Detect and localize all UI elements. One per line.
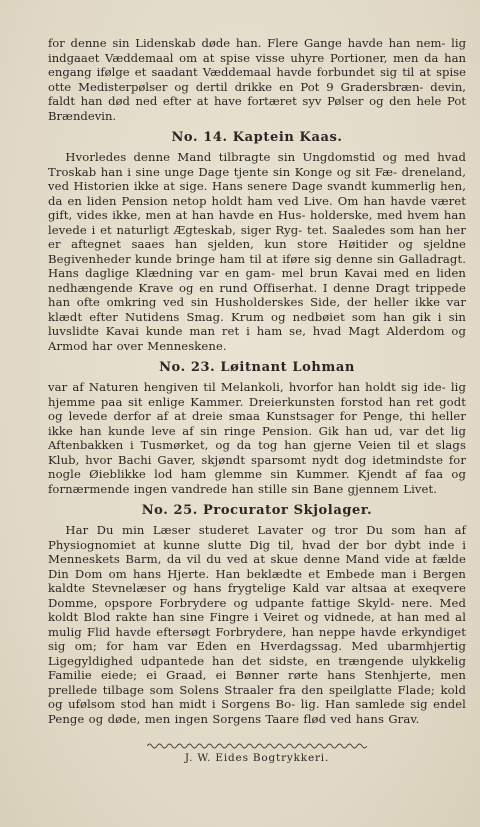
text-line: Bane gjennem Livet.	[313, 481, 438, 496]
text-line: Husholderskes Side, der heller ikke var klædt efter Nutidens Smag.	[48, 295, 466, 324]
text-line: godt og levede derfor af at dreie smaa Kunstsager for Penge, thi	[48, 394, 466, 423]
text-line: hans Stenhjerte, men prellede tilbage som Solens Straaler fra den	[48, 668, 466, 697]
text-line: hvad Troskab han i sine unge Dage tjente sin Konge og sit Fæ-	[48, 150, 466, 179]
text-line: Offiserhat. I denne Dragt trippede han ofte omkring ved sin	[48, 280, 466, 309]
text-line: i Menneskets Barm, da vil du ved at skue denne Mand vide at	[48, 537, 466, 566]
text-line: at han med al mulig Flid havde eftersøgt Forbrydere, han neppe	[48, 610, 466, 639]
text-line: til et slags Klub, hvor Bachi Gaver, skjøndt sparsomt nydt dog	[48, 438, 466, 467]
text-line: Kjendt af faa og fornærmende ingen vandrede han stille sin	[48, 467, 466, 496]
text-line: kummerlig hen, da en liden Pension netop holdt ham ved Live.	[48, 179, 466, 208]
text-line: da han engang ifølge et saadant Væddemaal havde forbundet sig	[48, 50, 466, 79]
text-line: til at spise otte Medisterpølser og dertil drikke en Pot 9 Gradersbræn-	[48, 65, 466, 94]
text-line: i Bergen kaldte Stevnelæser og hans frygtelige Kald var altsaa	[48, 566, 466, 595]
section-heading-lohman: No. 23. Løitnant Lohman	[159, 360, 355, 375]
text-line: speilglatte Flade; kold og ufølsom stod han midt i Sorgens Bo-	[48, 682, 466, 711]
text-line: i ham se, hvad Magt Alderdom og Armod har over Menneskene.	[48, 324, 466, 353]
text-line: store Høitider og sjeldne Begivenheder kunde bringe ham til at	[48, 237, 466, 266]
text-line: Med ubarmhjertig Ligegyldighed udpantede han det sidste, en	[48, 639, 467, 668]
text-line: den hele Pot Brændevin.	[48, 94, 466, 123]
text-line: fælde Din Dom om hans Hjerte. Han beklædte et Embede man	[48, 552, 466, 581]
text-line: lig hjemme paa sit enlige Kammer. Dreierkunsten forstod han ret	[48, 380, 466, 409]
section-paragraph-lohman	[48, 380, 466, 496]
text-line: dreneland, ved Historien ikke at sige. Hans senere Dage svandt	[48, 164, 466, 193]
section-paragraph-kaas	[48, 150, 466, 353]
text-line: Taare flød ved hans Grav.	[265, 711, 420, 726]
text-line: mel brun Kavai med en liden nedhængende Krave og en rund	[48, 266, 466, 295]
text-line: var det lig Aftenbakken i Tusmørket, og da tog han gjerne Veien	[48, 423, 466, 452]
text-line: Krum og nedbøiet som han gik i sin luvslidte Kavai kunde man ret	[48, 309, 467, 338]
text-line: heller ikke han kunde leve af sin ringe Pension. Gik han ud,	[48, 409, 466, 438]
text-line: var af Naturen hengiven til Melankoli, hvorfor han holdt sig ide-	[48, 380, 446, 394]
text-line: trængende ulykkelig Familie eiede; ei Graad, ei Bønner rørte	[48, 653, 466, 682]
text-line: idetmindste for nogle Øieblikke lod ham glemme sin Kummer.	[48, 452, 466, 481]
text-line: iføre sig denne sin Galladragt. Hans daglige Klædning var en gam-	[48, 251, 466, 280]
text-line: lig. Han samlede sig endel Penge og døde, men ingen Sorgens	[48, 697, 466, 726]
text-line: nere. Med koldt Blod rakte han sine Fingre i Veiret og vidnede,	[48, 595, 466, 624]
text-line: Hvorledes denne Mand tilbragte sin Ungdomstid og med	[65, 150, 438, 164]
text-line: at exeqvere Domme, opspore Forbrydere og udpante fattige Skyld-	[48, 581, 466, 610]
text-line: tet. Saaledes som han her er aftegnet saaes han sjelden, kun	[48, 222, 466, 251]
text-line: Har Du min Læser studeret Lavater og tror Du som han	[65, 523, 455, 537]
text-line: lig indgaaet Væddemaal om at spise visse uhyre Portioner, men	[48, 36, 466, 65]
intro-paragraph	[48, 36, 466, 123]
section-heading-skjolager: No. 25. Procurator Skjolager.	[141, 503, 373, 518]
decorative-divider	[147, 742, 367, 750]
text-line: Om han havde været gift, vides ikke, men at han havde en Hus-	[48, 193, 466, 222]
text-line: holderske, med hvem han levede i et naturligt Ægteskab, siger Ryg-	[48, 208, 466, 237]
text-line: for denne sin Lidenskab døde han. Flere Gange havde han nem-	[48, 36, 446, 50]
text-line: af Physiognomiet at kunne slutte Dig til, hvad der bor dybt inde	[48, 523, 466, 552]
section-heading-kaas: No. 14. Kaptein Kaas.	[171, 130, 343, 145]
section-paragraph-skjolager	[48, 523, 466, 726]
text-line: devin, faldt han død ned efter at have fortæret syv Pølser og	[48, 79, 466, 108]
printer-imprint: J. W. Eides Bogtrykkeri.	[184, 752, 330, 764]
text-line: havde erkyndiget sig om; for ham var Eden en Hverdagssag.	[48, 624, 466, 653]
